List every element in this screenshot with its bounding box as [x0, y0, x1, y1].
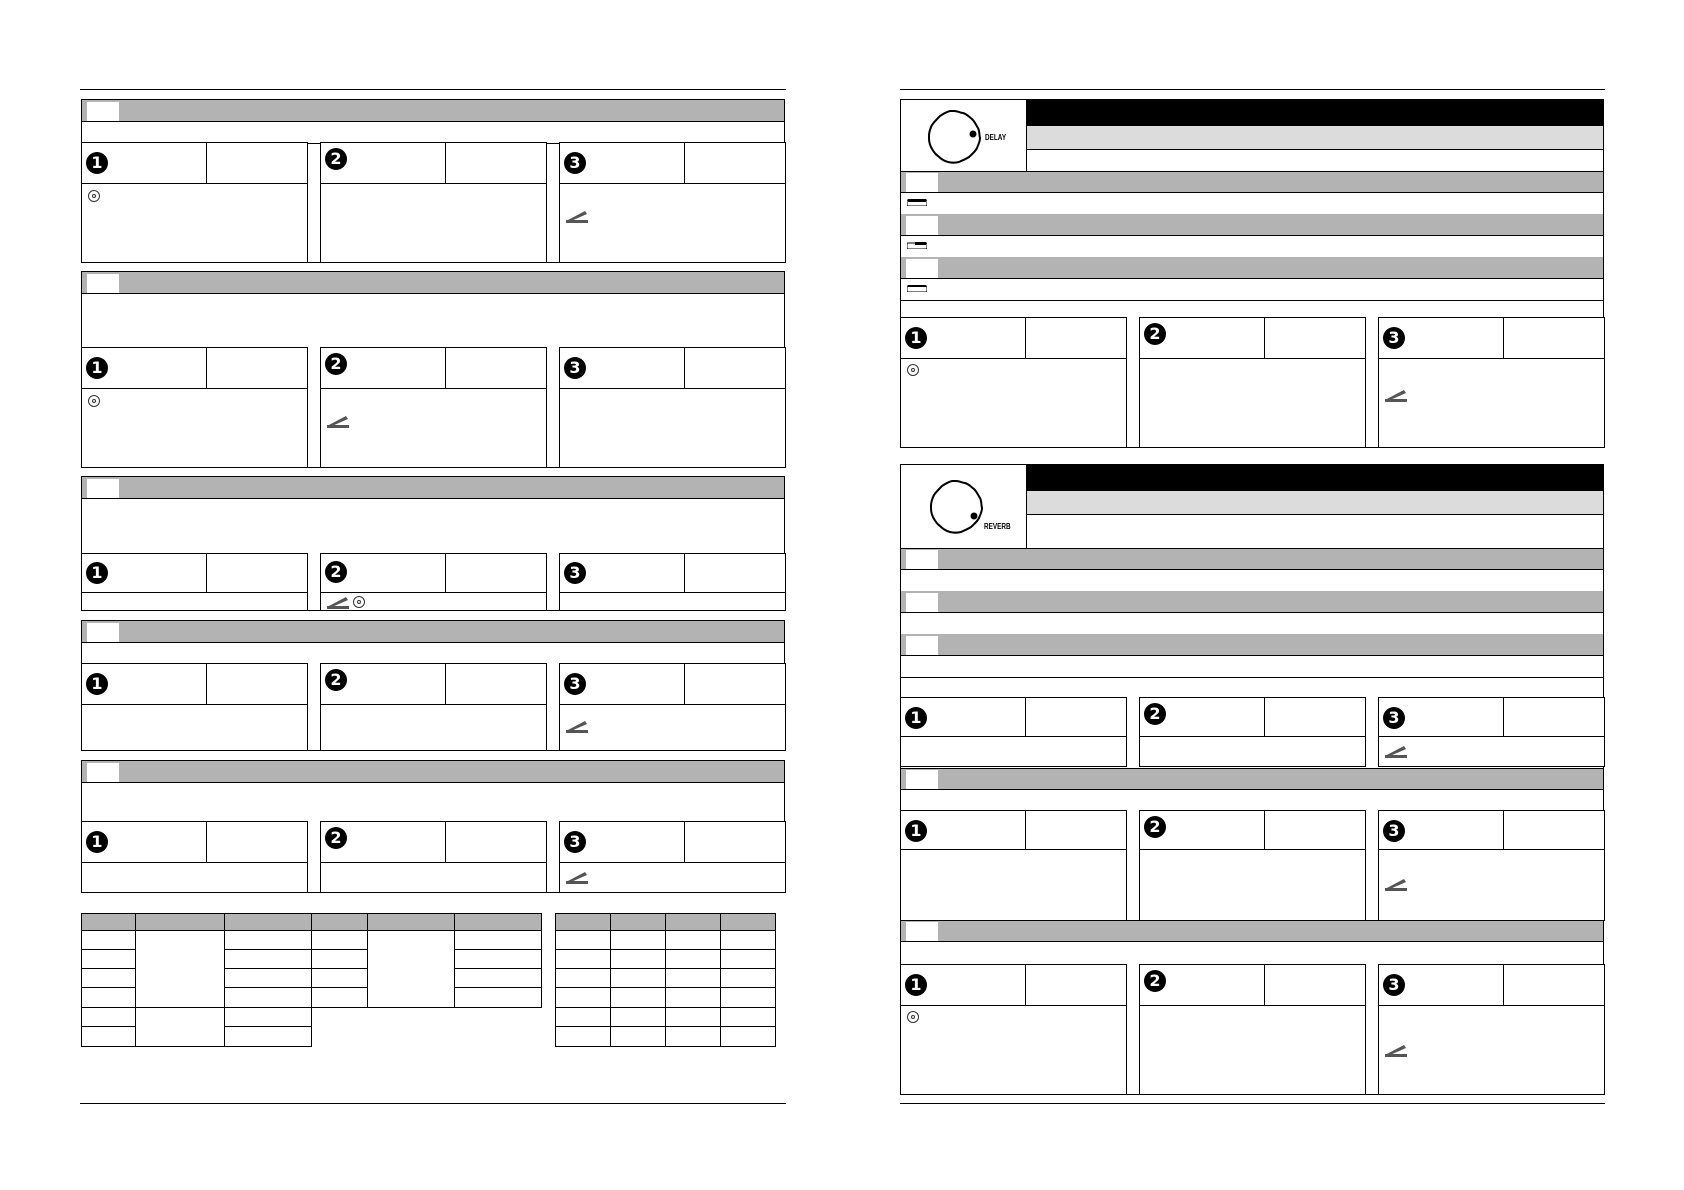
- step-number-1: 1: [86, 357, 108, 379]
- footswitch-icon: [907, 198, 927, 206]
- param-box: [559, 142, 786, 263]
- step-number-2: 2: [1144, 970, 1166, 992]
- param-box: [1139, 810, 1366, 921]
- step-number-2: 2: [325, 561, 347, 583]
- delay-knob-label: DELAY: [985, 133, 1007, 142]
- step-number-2: 2: [1144, 816, 1166, 838]
- step-number-2: 2: [325, 148, 347, 170]
- param-box: [1378, 964, 1605, 1095]
- step-number-3: 3: [564, 357, 586, 379]
- step-number-2: 2: [325, 353, 347, 375]
- step-number-1: 1: [86, 831, 108, 853]
- param-box: [559, 347, 786, 468]
- top-rule-left: [80, 89, 786, 90]
- footswitch-icon: [907, 284, 927, 292]
- step-number-2: 2: [325, 827, 347, 849]
- param-box: [81, 347, 308, 468]
- param-box: [81, 553, 308, 611]
- param-box: [1139, 317, 1366, 448]
- expression-pedal-icon: [1384, 1043, 1408, 1057]
- section-header: [82, 100, 784, 122]
- param-box: [1139, 964, 1366, 1095]
- param-box: [1378, 317, 1605, 448]
- bottom-rule-left: [80, 1103, 786, 1104]
- bottom-rule-right: [900, 1103, 1605, 1104]
- step-number-3: 3: [1383, 974, 1405, 996]
- step-number-3: 3: [1383, 327, 1405, 349]
- param-box: [1378, 810, 1605, 921]
- reverb-knob-icon: [927, 478, 985, 536]
- expression-pedal-icon: [565, 870, 589, 884]
- param-box: [559, 821, 786, 893]
- reverb-title-bar: [1027, 465, 1603, 491]
- step-number-3: 3: [1383, 820, 1405, 842]
- knob-icon: [907, 364, 919, 376]
- expression-pedal-icon: [1384, 744, 1408, 758]
- delay-knob-icon: [925, 108, 983, 166]
- step-number-2: 2: [1144, 703, 1166, 725]
- param-box: [900, 697, 1127, 767]
- step-number-1: 1: [86, 673, 108, 695]
- expression-pedal-icon: [326, 595, 350, 609]
- param-box: [320, 347, 547, 468]
- step-number-1: 1: [905, 327, 927, 349]
- delay-title-bar: [1027, 100, 1603, 126]
- knob-icon: [907, 1011, 919, 1023]
- param-box: [1139, 697, 1366, 767]
- delay-subtitle-bar: [1027, 126, 1603, 150]
- step-number-3: 3: [564, 673, 586, 695]
- step-number-3: 3: [1383, 707, 1405, 729]
- step-number-3: 3: [564, 831, 586, 853]
- param-box: [900, 964, 1127, 1095]
- param-box: [320, 663, 547, 751]
- param-box: [81, 142, 308, 263]
- param-box: [81, 821, 308, 893]
- param-box: [320, 821, 547, 893]
- expression-pedal-icon: [565, 719, 589, 733]
- param-box: [900, 317, 1127, 448]
- expression-pedal-icon: [326, 414, 350, 428]
- param-box: [1378, 697, 1605, 767]
- footswitch-icon: [907, 241, 927, 249]
- param-box: [81, 663, 308, 751]
- step-number-2: 2: [1144, 323, 1166, 345]
- step-number-1: 1: [905, 820, 927, 842]
- step-number-3: 3: [564, 562, 586, 584]
- step-number-2: 2: [325, 669, 347, 691]
- expression-pedal-icon: [1384, 388, 1408, 402]
- reverb-knob-label: REVERB: [984, 522, 1011, 531]
- knob-icon: [353, 596, 365, 608]
- step-number-3: 3: [564, 152, 586, 174]
- section-tab: [87, 102, 119, 121]
- step-number-1: 1: [905, 707, 927, 729]
- step-number-1: 1: [905, 974, 927, 996]
- expression-pedal-icon: [1384, 877, 1408, 891]
- param-box: [900, 810, 1127, 921]
- step-number-1: 1: [86, 562, 108, 584]
- knob-icon: [88, 395, 100, 407]
- param-box: [320, 142, 547, 263]
- param-box: [559, 553, 786, 611]
- knob-icon: [88, 190, 100, 202]
- top-rule-right: [900, 89, 1605, 90]
- reverb-subtitle-bar: [1027, 491, 1603, 515]
- expression-pedal-icon: [565, 209, 589, 223]
- param-box: [320, 553, 547, 611]
- param-box: [559, 663, 786, 751]
- step-number-1: 1: [86, 152, 108, 174]
